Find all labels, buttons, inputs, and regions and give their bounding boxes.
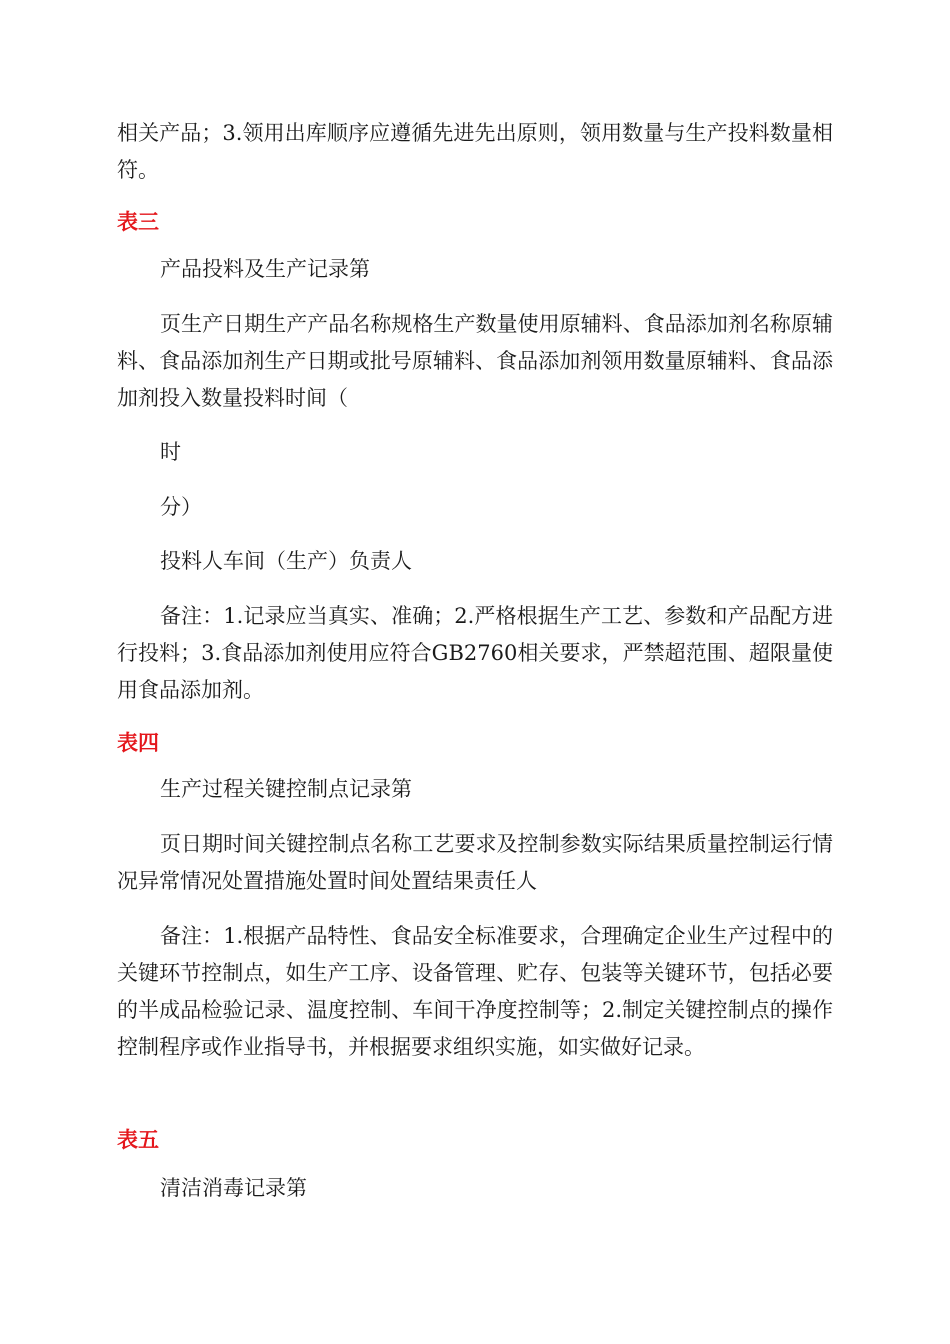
table-heading-3: 表三 bbox=[117, 210, 159, 234]
record-field-minute: 分） bbox=[160, 495, 202, 519]
record-title-cleaning: 清洁消毒记录第 bbox=[160, 1176, 307, 1200]
table-heading-5: 表五 bbox=[117, 1128, 159, 1152]
note-feeding: 备注：1.记录应当真实、准确；2.严格根据生产工艺、参数和产品配方进行投料；3.食品添加剂使用应符合GB2760相关要求，严禁超范围、超限量使用食品添加剂。 bbox=[117, 604, 833, 702]
record-fields-feeding: 页生产日期生产产品名称规格生产数量使用原辅料、食品添加剂名称原辅料、食品添加剂生产日期或批号原辅料、食品添加剂领用数量原辅料、食品添加剂投入数量投料时间（ bbox=[117, 312, 833, 410]
table-heading-4: 表四 bbox=[117, 731, 159, 755]
record-title-ccp: 生产过程关键控制点记录第 bbox=[160, 777, 412, 801]
record-signatories-feeding: 投料人车间（生产）负责人 bbox=[160, 549, 412, 573]
note-ccp: 备注：1.根据产品特性、食品安全标准要求，合理确定企业生产过程中的关键环节控制点，如生产工序、设备管理、贮存、包装等关键环节，包括必要的半成品检验记录、温度控制、车间干净度控制等；2.制定关键控制点的操作控制程序或作业指导书，并根据要求组织实施，如实做好记录。 bbox=[117, 924, 833, 1059]
record-fields-ccp: 页日期时间关键控制点名称工艺要求及控制参数实际结果质量控制运行情况异常情况处置措施处置时间处置结果责任人 bbox=[117, 832, 833, 893]
record-title-feeding: 产品投料及生产记录第 bbox=[160, 257, 370, 281]
record-field-hour: 时 bbox=[160, 440, 181, 464]
paragraph-continuation: 相关产品；3.领用出库顺序应遵循先进先出原则，领用数量与生产投料数量相符。 bbox=[117, 121, 833, 182]
